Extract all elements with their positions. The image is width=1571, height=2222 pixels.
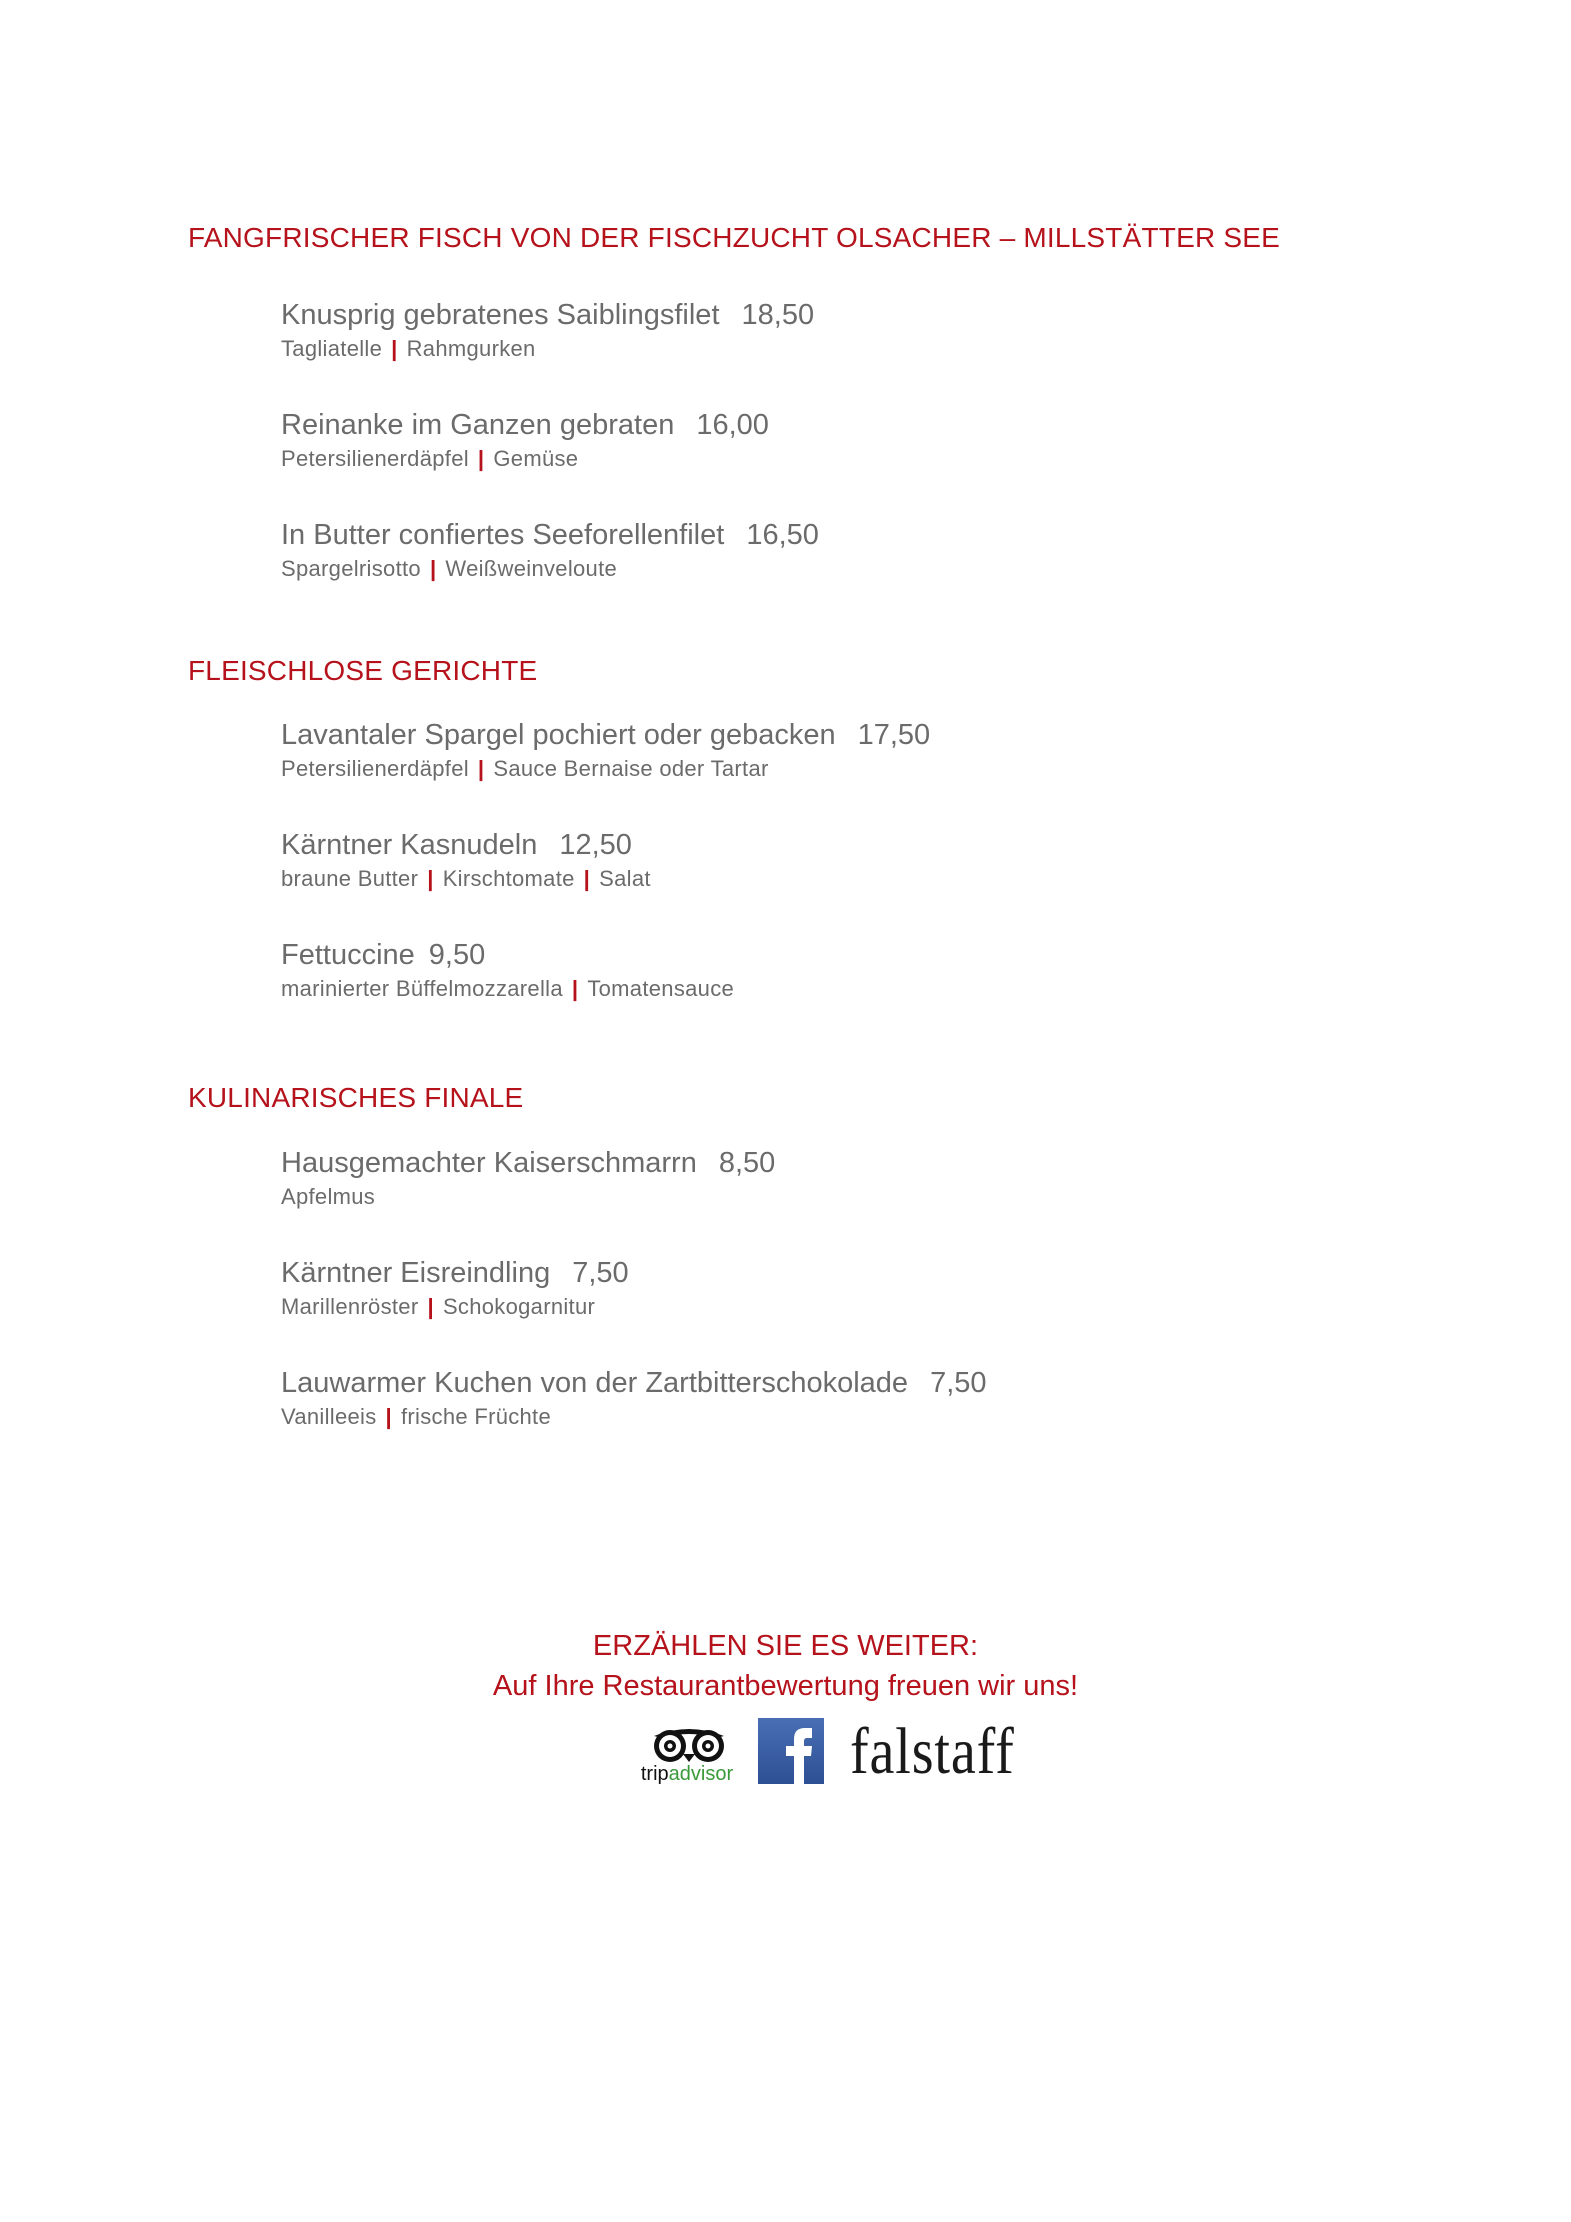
tripadvisor-wordmark: tripadvisor: [640, 1763, 734, 1785]
dish-item: [281, 1145, 775, 1212]
section-title-dessert: KULINARISCHES FINALE: [188, 1082, 524, 1113]
dish-name: Lauwarmer Kuchen von der Zartbitterschokolade: [281, 1367, 909, 1399]
dish-price: 7,50: [572, 1257, 629, 1289]
footer-subheading: Auf Ihre Restaurantbewertung freuen wir uns!: [492, 1670, 1079, 1702]
dish-item: [281, 1255, 629, 1322]
separator: |: [583, 866, 591, 891]
dish-price: 16,00: [696, 409, 769, 441]
dish-price: 9,50: [428, 939, 486, 971]
review-logos: [628, 1715, 1028, 1788]
dish-item: [281, 937, 734, 1004]
separator: |: [391, 336, 398, 361]
separator: |: [477, 756, 485, 781]
dish-side: Rahmgurken: [406, 336, 536, 361]
dish-price: 12,50: [559, 829, 632, 861]
dish-name: Fettuccine: [281, 939, 415, 971]
dish-price: 16,50: [746, 519, 819, 551]
section-title-fish: FANGFRISCHER FISCH VON DER FISCHZUCHT OLSACHER – MILLSTÄTTER SEE: [188, 222, 1280, 253]
dish-side: Vanilleeis: [281, 1404, 377, 1429]
dish-side: Petersilienerdäpfel: [281, 446, 469, 471]
separator: |: [429, 556, 437, 581]
dish-side: Weißweinveloute: [445, 556, 618, 581]
dish-name: Lavantaler Spargel pochiert oder gebacken: [281, 719, 836, 751]
dish-side: Tomatensauce: [587, 976, 735, 1001]
dish-price: 17,50: [857, 719, 931, 751]
section-title-vegetarian: FLEISCHLOSE GERICHTE: [188, 655, 538, 686]
dish-side: Kirschtomate: [442, 866, 575, 891]
dish-item: [281, 297, 814, 364]
dish-item: [281, 827, 651, 894]
separator: |: [427, 1294, 434, 1319]
dish-item: [281, 717, 930, 784]
dish-price: 8,50: [718, 1147, 776, 1179]
dish-item: [281, 407, 769, 474]
dish-side: frische Früchte: [401, 1404, 552, 1429]
dish-side: Salat: [599, 866, 651, 891]
separator: |: [427, 866, 434, 891]
facebook-icon: [758, 1718, 824, 1784]
dish-item: [281, 1365, 987, 1432]
dish-name: Reinanke im Ganzen gebraten: [281, 409, 675, 441]
dish-side: Marillenröster: [281, 1294, 419, 1319]
dish-side: Tagliatelle: [281, 336, 383, 361]
dish-price: 18,50: [741, 299, 815, 331]
dish-name: Knusprig gebratenes Saiblingsfilet: [281, 299, 720, 331]
footer-heading: ERZÄHLEN SIE ES WEITER:: [592, 1630, 979, 1662]
separator: |: [385, 1404, 393, 1429]
dish-name: Hausgemachter Kaiserschmarrn: [281, 1147, 697, 1179]
falstaff-logo[interactable]: falstaff: [850, 1715, 1015, 1788]
separator: |: [571, 976, 579, 1001]
dish-name: Kärntner Kasnudeln: [281, 829, 538, 861]
dish-side: Sauce Bernaise oder Tartar: [493, 756, 769, 781]
dish-side: Gemüse: [493, 446, 579, 471]
separator: |: [477, 446, 485, 471]
dish-side: Apfelmus: [281, 1184, 376, 1209]
dish-side: Schokogarnitur: [442, 1294, 596, 1319]
dish-side: Spargelrisotto: [281, 556, 421, 581]
dish-item: [281, 517, 819, 584]
dish-side: braune Butter: [281, 866, 419, 891]
dish-side: Petersilienerdäpfel: [281, 756, 469, 781]
dish-name: Kärntner Eisreindling: [281, 1257, 551, 1289]
dish-side: marinierter Büffelmozzarella: [281, 976, 563, 1001]
dish-price: 7,50: [930, 1367, 987, 1399]
dish-name: In Butter confiertes Seeforellenfilet: [281, 519, 725, 551]
